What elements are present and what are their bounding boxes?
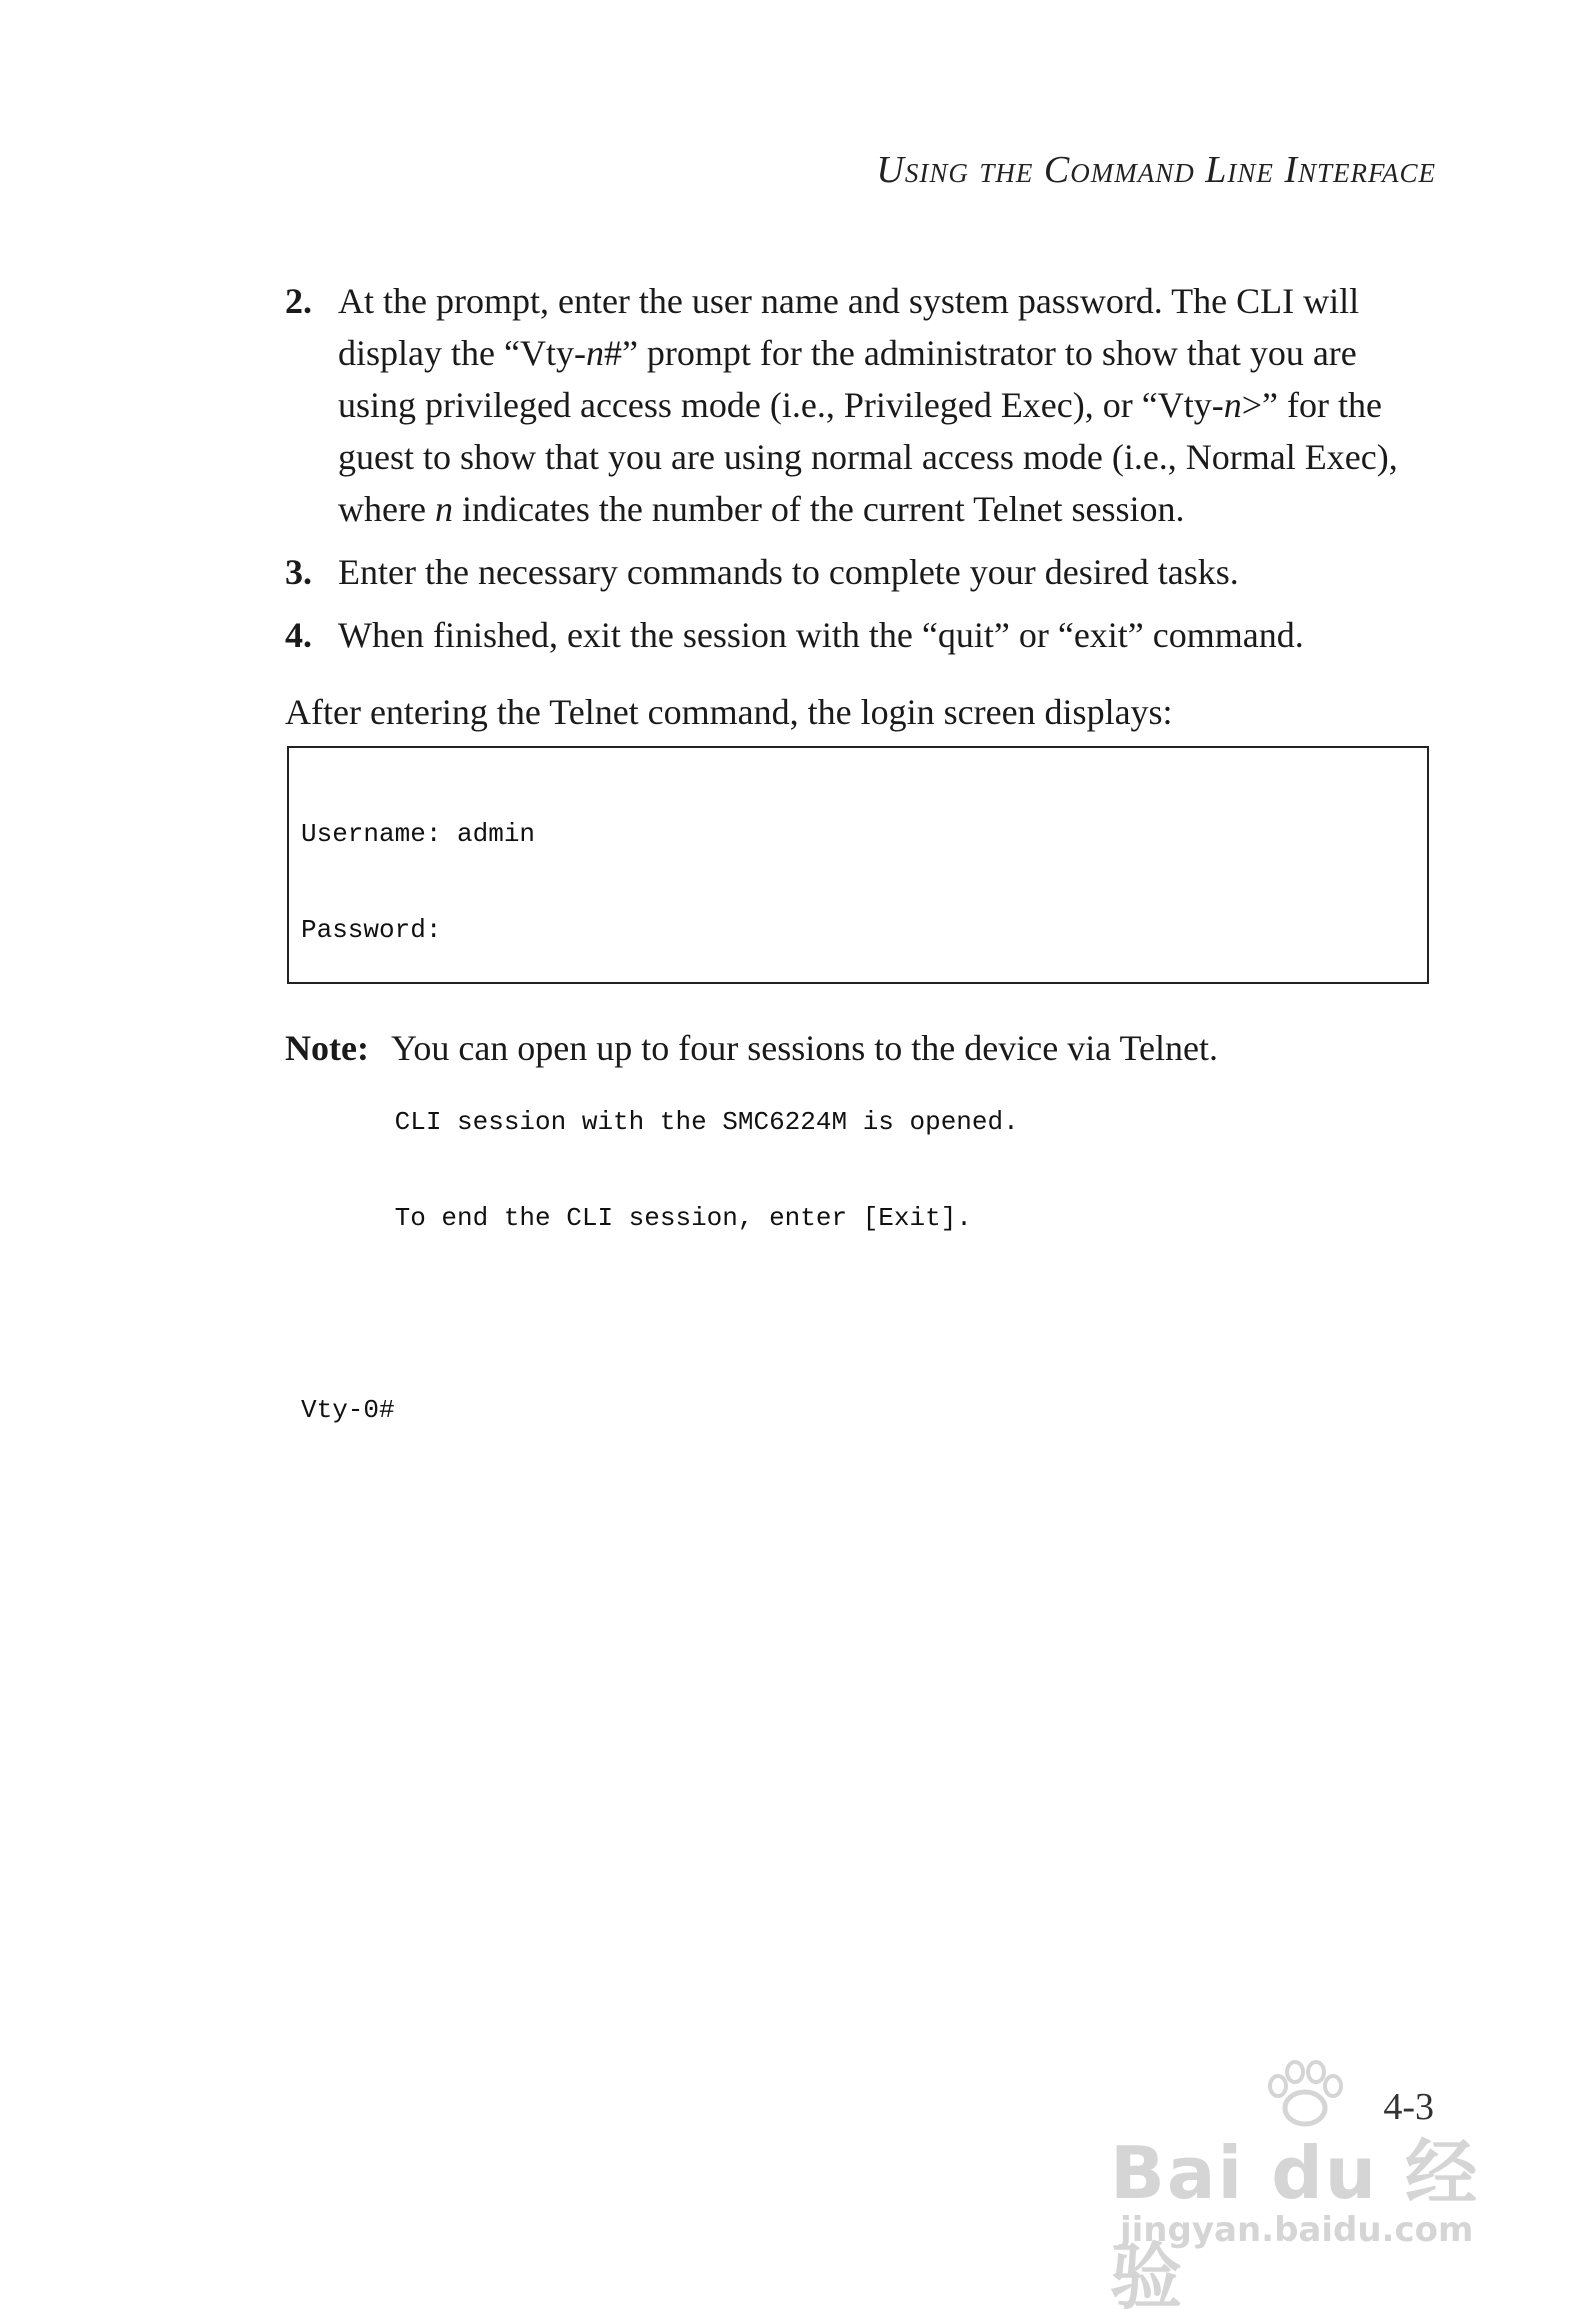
step-number: 3. bbox=[285, 552, 312, 592]
terminal-line: To end the CLI session, enter [Exit]. bbox=[301, 1203, 972, 1233]
watermark-url: jingyan.baidu.com bbox=[1120, 2210, 1474, 2250]
terminal-line: Username: admin bbox=[301, 819, 536, 849]
step-text: At the prompt, enter the user name and system password. The CLI will display the “Vty-n#” prompt for the administrator to show that you are using privileged access mode (i.e., Privileged Exec), or “Vty-n>” for the guest to show that you are using normal access mode (i.e., Normal Exec), where n indicates the number of the current Telnet session. bbox=[338, 281, 1398, 529]
step-item bbox=[285, 609, 1435, 661]
step-list bbox=[285, 275, 1435, 672]
step-text: Enter the necessary commands to complete your desired tasks. bbox=[338, 552, 1239, 592]
terminal-line: Password: bbox=[301, 915, 442, 945]
running-head: Using the Command Line Interface bbox=[876, 149, 1436, 191]
step-number: 2. bbox=[285, 281, 312, 321]
note-paragraph bbox=[285, 1022, 1218, 1074]
note-label: Note: bbox=[285, 1028, 369, 1068]
terminal-line bbox=[301, 1298, 1415, 1330]
step-text: When finished, exit the session with the “quit” or “exit” command. bbox=[338, 615, 1304, 655]
step-item bbox=[285, 275, 1435, 535]
step-item bbox=[285, 546, 1435, 598]
watermark-brand: Bai du 经验 bbox=[1110, 2131, 1480, 2319]
terminal-line: Vty-0# bbox=[301, 1395, 395, 1425]
page-number: 4-3 bbox=[1383, 2086, 1434, 2128]
step-number: 4. bbox=[285, 615, 312, 655]
terminal-line: CLI session with the SMC6224M is opened. bbox=[301, 1107, 1019, 1137]
intro-paragraph: After entering the Telnet command, the login screen displays: bbox=[285, 692, 1173, 732]
note-text: You can open up to four sessions to the device via Telnet. bbox=[390, 1028, 1218, 1068]
baidu-watermark bbox=[1110, 2060, 1490, 2319]
